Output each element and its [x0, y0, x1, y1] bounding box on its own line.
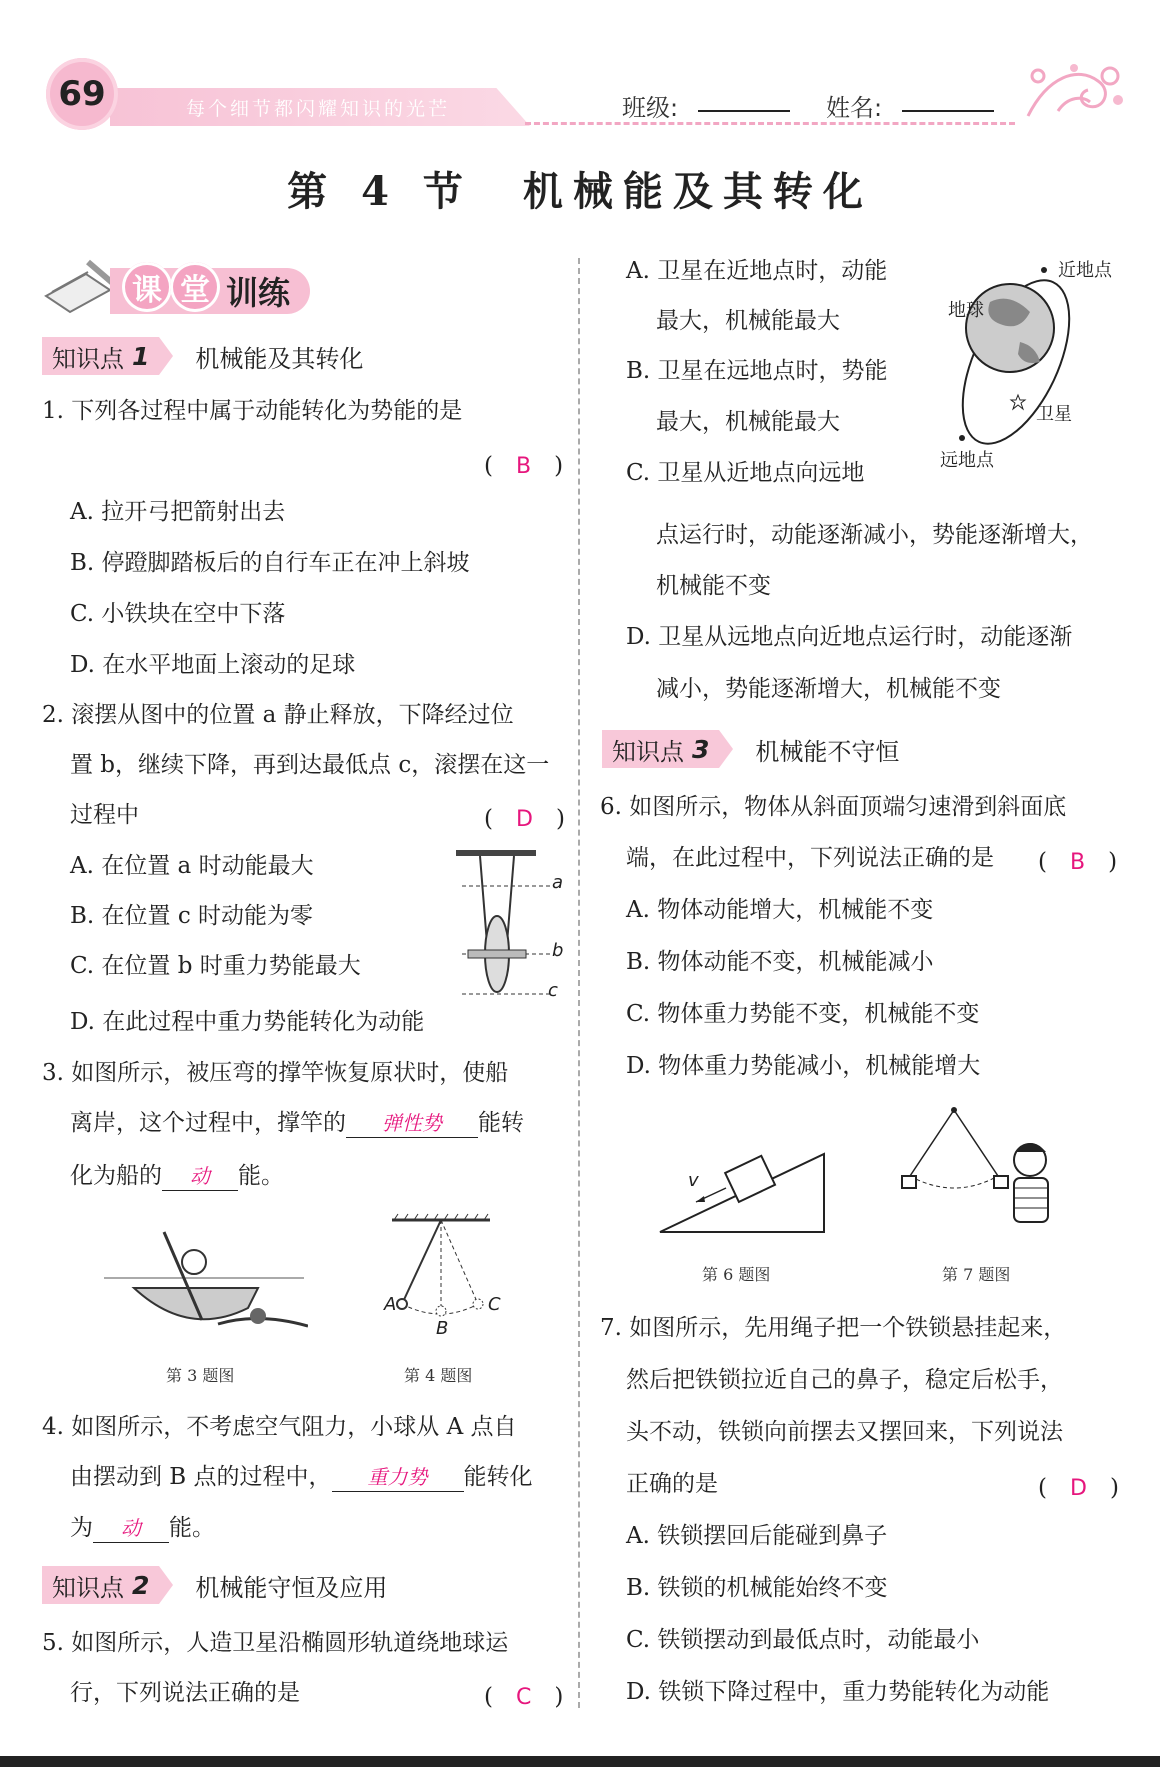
q1-option-b: B. 停蹬脚踏板后的自行车正在冲上斜坡: [70, 550, 470, 576]
q6-line1: 6. 如图所示，物体从斜面顶端匀速滑到斜面底: [600, 794, 1067, 820]
q5-line2: 行，下列说法正确的是: [70, 1680, 300, 1706]
class-field[interactable]: [698, 110, 790, 112]
q6-option-a: A. 物体动能增大，机械能不变: [626, 897, 934, 923]
q5-option-a-line1: A. 卫星在近地点时，动能: [626, 258, 888, 284]
q7-caption: 第 7 题图: [942, 1265, 1011, 1284]
q5-label-apogee: 远地点: [940, 450, 994, 471]
page-title: 第 4 节 机械能及其转化: [287, 168, 873, 215]
q7-option-b: B. 铁锁的机械能始终不变: [626, 1575, 888, 1601]
q7-line2: 然后把铁锁拉近自己的鼻子，稳定后松手，: [626, 1367, 1063, 1393]
q2-option-d: D. 在此过程中重力势能转化为动能: [70, 1009, 425, 1035]
notebook-pencil-icon: [40, 256, 120, 316]
q7-option-c: C. 铁锁摆动到最低点时，动能最小: [626, 1627, 980, 1653]
q7-line1: 7. 如图所示，先用绳子把一个铁锁悬挂起来，: [600, 1315, 1067, 1341]
q5-option-b-line1: B. 卫星在远地点时，势能: [626, 358, 888, 384]
kp-title: 机械能及其转化: [195, 344, 364, 373]
section-title: 训练: [226, 274, 291, 312]
section-char-2: 堂: [170, 262, 220, 312]
q1-stem: 1. 下列各过程中属于动能转化为势能的是: [42, 398, 463, 424]
q5-label-perigee: 近地点: [1058, 260, 1112, 281]
q2-fig-label-b: b: [552, 940, 564, 961]
q6-answer-box: ( B ): [1038, 849, 1118, 875]
q4-fig-label-A: A: [384, 1294, 397, 1315]
q6-option-c: C. 物体重力势能不变，机械能不变: [626, 1001, 980, 1027]
kp-title: 机械能不守恒: [755, 737, 900, 766]
q2-stem-line2: 置 b，继续下降，再到达最低点 c，滚摆在这一: [70, 752, 550, 778]
q1-option-c: C. 小铁块在空中下落: [70, 601, 286, 627]
q1-option-d: D. 在水平地面上滚动的足球: [70, 652, 356, 678]
q3-blank-1[interactable]: 弹性势: [346, 1109, 478, 1138]
knowledge-point-3: [602, 729, 899, 769]
q2-stem-line1: 2. 滚摆从图中的位置 a 静止释放，下降经过位: [42, 702, 514, 728]
q3-line1: 3. 如图所示，被压弯的撑竿恢复原状时，使船: [42, 1060, 509, 1086]
q3-blank-2[interactable]: 动: [162, 1162, 238, 1191]
q3-caption: 第 3 题图: [166, 1366, 235, 1385]
q2-answer-box: ( D ): [484, 806, 565, 832]
q7-option-a: A. 铁锁摆回后能碰到鼻子: [626, 1523, 888, 1549]
q4-blank-1[interactable]: 重力势: [332, 1463, 464, 1492]
class-label: 班级:: [622, 94, 679, 122]
name-field[interactable]: [902, 110, 994, 112]
q4-line3: 为 动 能。: [70, 1515, 215, 1541]
kp-title: 机械能守恒及应用: [195, 1573, 388, 1602]
q7-figure-lock-pendulum: [898, 1104, 1078, 1234]
q7-answer-box: ( D ): [1038, 1475, 1119, 1501]
kp-tag-arrow: [159, 337, 173, 375]
q7-line4: 正确的是: [626, 1471, 718, 1497]
q6-answer: B: [1069, 850, 1086, 875]
q5-option-a-line2: 最大，机械能最大: [656, 308, 840, 334]
floral-ornament-icon: [1018, 56, 1126, 126]
q1-option-a: A. 拉开弓把箭射出去: [70, 499, 286, 525]
q5-option-c-line2: 点运行时，动能逐渐减小，势能逐渐增大，: [656, 522, 1093, 548]
q6-caption: 第 6 题图: [702, 1265, 771, 1284]
q5-option-d-line1: D. 卫星从远地点向近地点运行时，动能逐渐: [626, 624, 1073, 650]
q4-caption: 第 4 题图: [404, 1366, 473, 1385]
q4-fig-label-C: C: [488, 1294, 501, 1315]
q2-option-a: A. 在位置 a 时动能最大: [70, 853, 314, 879]
page-number: 69: [46, 58, 118, 130]
q2-option-b: B. 在位置 c 时动能为零: [70, 903, 314, 929]
q6-line2: 端，在此过程中，下列说法正确的是: [626, 845, 994, 871]
q6-figure-incline: [656, 1136, 828, 1236]
q5-answer: C: [515, 1685, 532, 1710]
q2-fig-label-a: a: [552, 872, 564, 893]
q4-line2: 由摆动到 B 点的过程中， 重力势 能转化: [70, 1464, 533, 1490]
q3-line3: 化为船的 动 能。: [70, 1163, 284, 1189]
knowledge-point-2: [42, 1565, 387, 1605]
q6-option-b: B. 物体动能不变，机械能减小: [626, 949, 934, 975]
q5-option-d-line2: 减小，势能逐渐增大，机械能不变: [656, 676, 1001, 702]
q4-line1: 4. 如图所示，不考虑空气阻力，小球从 A 点自: [42, 1414, 517, 1440]
column-divider: [578, 258, 580, 1708]
q7-answer: D: [1069, 1476, 1087, 1501]
q1-answer-box: ( B ): [484, 453, 564, 479]
q5-line1: 5. 如图所示，人造卫星沿椭圆形轨道绕地球运: [42, 1630, 509, 1656]
q5-option-c-line3: 机械能不变: [656, 573, 771, 599]
knowledge-point-1: [42, 336, 363, 376]
q6-option-d: D. 物体重力势能减小，机械能增大: [626, 1053, 981, 1079]
q5-figure-satellite-orbit: [940, 262, 1080, 462]
q6-fig-label-v: v: [688, 1170, 699, 1191]
q1-answer: B: [515, 454, 532, 479]
q5-label-satellite: 卫星: [1036, 404, 1072, 425]
q3-line2: 离岸，这个过程中，撑竿的 弹性势 能转: [70, 1110, 524, 1136]
section-char-1: 课: [122, 262, 172, 312]
q4-blank-2[interactable]: 动: [93, 1514, 169, 1543]
kp-tag-arrow: [719, 730, 733, 768]
q7-line3: 头不动，铁锁向前摆去又摆回来，下列说法: [626, 1419, 1063, 1445]
bottom-edge-bar: [0, 1756, 1160, 1767]
kp-tag: 知识点 3: [602, 730, 719, 768]
kp-tag: 知识点 1: [42, 337, 159, 375]
q2-answer: D: [515, 807, 533, 832]
header-slogan: 每个细节都闪耀知识的光芒: [186, 98, 451, 120]
q7-option-d: D. 铁锁下降过程中，重力势能转化为动能: [626, 1679, 1050, 1705]
q4-fig-label-B: B: [436, 1318, 449, 1339]
q5-option-c-line1: C. 卫星从近地点向远地: [626, 460, 865, 486]
q5-option-b-line2: 最大，机械能最大: [656, 409, 840, 435]
q5-label-earth: 地球: [948, 300, 984, 321]
q5-answer-box: ( C ): [484, 1684, 564, 1710]
header-dashed-line: [525, 122, 1015, 125]
name-label: 姓名:: [826, 94, 883, 122]
q2-fig-label-c: c: [548, 980, 558, 1001]
kp-tag-arrow: [159, 1566, 173, 1604]
kp-tag: 知识点 2: [42, 1566, 159, 1604]
q2-stem-line3: 过程中: [70, 802, 139, 828]
q2-option-c: C. 在位置 b 时重力势能最大: [70, 953, 361, 979]
q3-figure-boat: [98, 1228, 308, 1338]
